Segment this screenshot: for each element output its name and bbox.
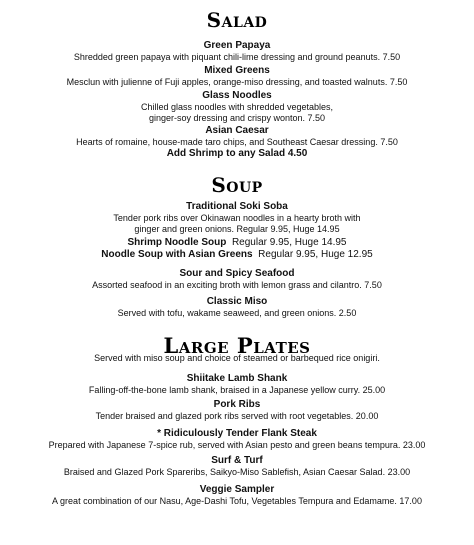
item-description: ginger and green onions. Regular 9.95, Huge 14.95 xyxy=(134,224,340,234)
item-description: Chilled glass noodles with shredded vegetables, xyxy=(140,102,334,112)
item-description: A great combination of our Nasu, Age-Dashi Tofu, Vegetables Tempura and Edamame. 17.00 xyxy=(52,496,422,506)
item-name: Surf & Turf xyxy=(211,455,263,466)
item-name: Mixed Greens xyxy=(204,65,270,76)
menu-item-lamb-shank xyxy=(0,373,474,396)
menu-item-classic-miso xyxy=(0,296,474,319)
item-description: Shredded green papaya with piquant chili-lime dressing and ground peanuts. 7.50 xyxy=(73,52,401,62)
item-name: Shiitake Lamb Shank xyxy=(186,373,288,384)
large-plates-heading: Large Plates xyxy=(163,333,311,358)
soup-heading: Soup xyxy=(211,173,263,197)
item-name: * Ridiculously Tender Flank Steak xyxy=(157,428,317,439)
item-description: Braised and Glazed Pork Spareribs, Saikyo-Miso Sablefish, Asian Caesar Salad. 23.00 xyxy=(63,467,411,477)
item-description: Served with tofu, wakame seaweed, and green onions. 2.50 xyxy=(117,308,357,318)
item-description: Assorted seafood in an exciting broth with lemon grass and cilantro. 7.50 xyxy=(92,280,382,290)
item-description: Tender braised and glazed pork ribs served with root vegetables. 20.00 xyxy=(95,411,379,421)
addon-text: Add Shrimp to any Salad 4.50 xyxy=(166,148,308,159)
menu-item-flank-steak xyxy=(0,428,474,451)
section-note: Served with miso soup and choice of steamed or barbequed rice onigiri. xyxy=(94,353,380,363)
item-description: Mesclun with julienne of Fuji apples, orange-miso dressing, and toasted walnuts. 7.50 xyxy=(66,77,408,87)
item-price: Regular 9.95, Huge 12.95 xyxy=(258,249,373,260)
menu-item-soki-soba xyxy=(0,201,474,235)
item-description: Hearts of romaine, house-made taro chips, and Southeast Caesar dressing. 7.50 xyxy=(76,137,398,147)
item-name: Asian Caesar xyxy=(205,125,269,136)
item-name: Noodle Soup with Asian Greens xyxy=(101,249,253,260)
menu-item-asian-caesar xyxy=(0,125,474,148)
item-description: ginger-soy dressing and crispy wonton. 7.50 xyxy=(148,113,326,123)
large-plates-note xyxy=(0,353,474,364)
item-name: Traditional Soki Soba xyxy=(186,201,288,212)
menu-item-pork-ribs xyxy=(0,399,474,422)
item-name: Glass Noodles xyxy=(202,90,272,101)
menu-item-green-papaya xyxy=(0,40,474,63)
salad-addon xyxy=(0,148,474,160)
menu-item-mixed-greens xyxy=(0,65,474,88)
item-name: Veggie Sampler xyxy=(199,484,275,495)
item-price: Regular 9.95, Huge 14.95 xyxy=(231,237,347,248)
menu-item-glass-noodles xyxy=(0,90,474,124)
item-description: Prepared with Japanese 7-spice rub, served with Asian pesto and green beans tempura. 23.00 xyxy=(48,440,426,450)
menu-item-shrimp-noodle-soup xyxy=(0,237,474,249)
menu-item-surf-turf xyxy=(0,455,474,478)
salad-heading: Salad xyxy=(206,8,268,32)
menu-item-sour-spicy-seafood xyxy=(0,268,474,291)
item-name: Classic Miso xyxy=(206,296,268,307)
item-name: Sour and Spicy Seafood xyxy=(179,268,295,279)
item-name: Pork Ribs xyxy=(213,399,261,410)
item-description: Falling-off-the-bone lamb shank, braised in a Japanese yellow curry. 25.00 xyxy=(88,385,386,395)
item-name: Shrimp Noodle Soup xyxy=(127,237,227,248)
item-description: Tender pork ribs over Okinawan noodles in a hearty broth with xyxy=(113,213,361,223)
menu-item-asian-greens-soup xyxy=(0,249,474,261)
menu-item-veggie-sampler xyxy=(0,484,474,507)
item-name: Green Papaya xyxy=(203,40,271,51)
